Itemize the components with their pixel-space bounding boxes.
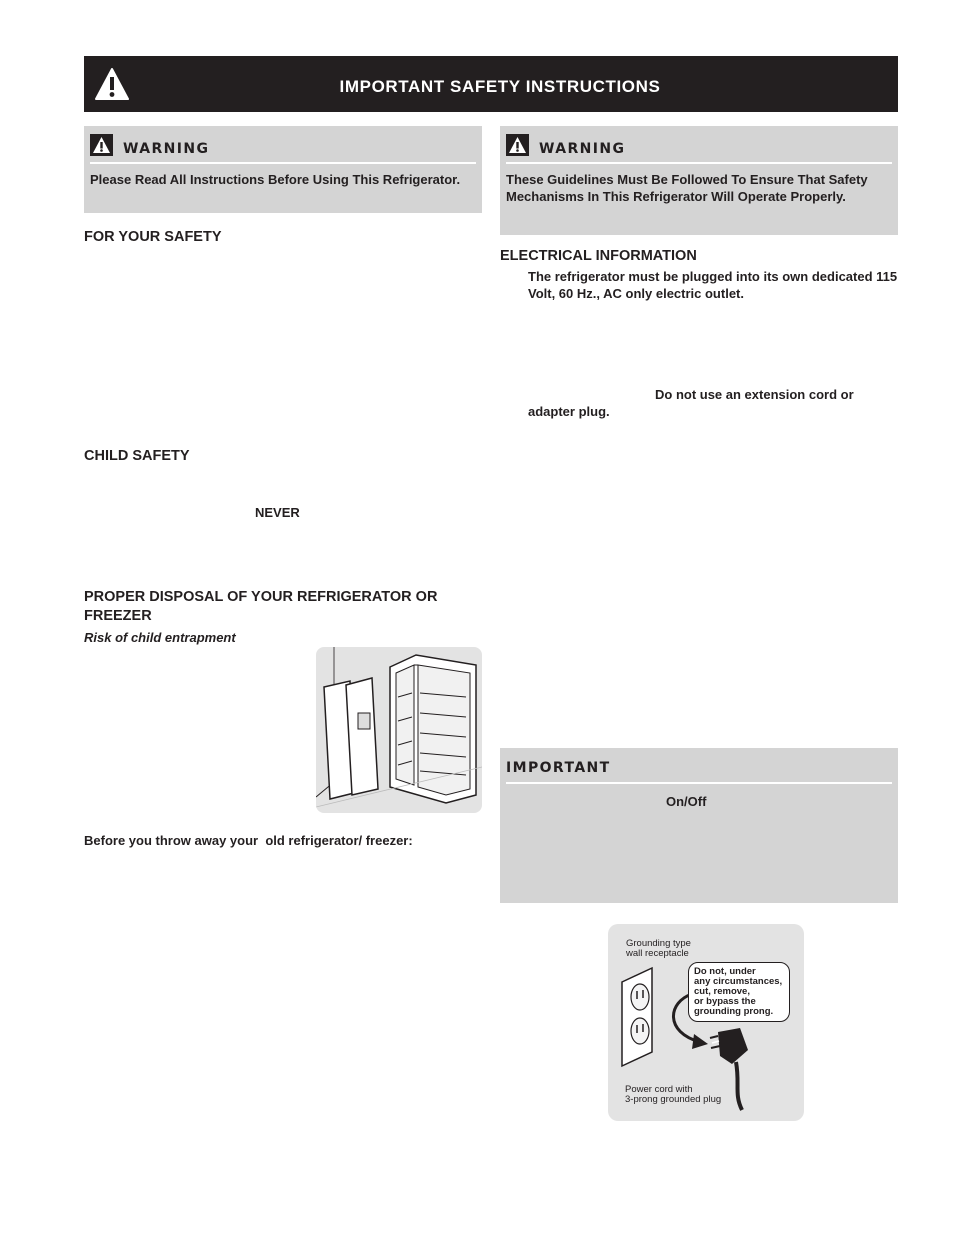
callout-line: any circumstances,: [694, 976, 783, 987]
adapter-plug-text: adapter plug.: [528, 404, 610, 419]
warning-label: WARNING: [123, 141, 210, 157]
safety-banner: [84, 56, 898, 112]
warning-label: WARNING: [539, 141, 626, 157]
power-cord-label: [625, 1085, 721, 1105]
important-box: [500, 748, 898, 903]
warning-icon: [506, 134, 529, 156]
power-cord-label-line: 3-prong grounded plug: [625, 1094, 722, 1105]
callout-line: cut, remove,: [694, 986, 750, 997]
refrigerator-doors-removed-illustration: [316, 647, 482, 813]
warning-header: [506, 134, 892, 164]
callout-line: or bypass the: [694, 996, 756, 1007]
warning-box-left: [84, 126, 482, 213]
for-your-safety-heading: FOR YOUR SAFETY: [84, 229, 222, 245]
electrical-information-heading: ELECTRICAL INFORMATION: [500, 248, 697, 264]
on-off-text: On/Off: [666, 794, 707, 809]
receptacle-label-line: Grounding type: [626, 938, 691, 949]
never-text: NEVER: [255, 505, 300, 520]
disposal-heading: PROPER DISPOSAL OF YOUR REFRIGERATOR OR FREEZER: [84, 589, 438, 624]
warning-text: These Guidelines Must Be Followed To Ensure That Safety Mechanisms In This Refrigerator Will Operate Properly.: [506, 172, 868, 204]
electrical-text: The refrigerator must be plugged into its own dedicated 115 Volt, 60 Hz., AC only electric outlet.: [528, 269, 898, 301]
receptacle-label-line: wall receptacle: [626, 948, 689, 959]
before-throw-away-text: Before you throw away your old refrigerator/ freezer:: [84, 833, 413, 848]
important-label: IMPORTANT: [506, 760, 611, 776]
do-not-remove-prong-callout: [688, 962, 790, 1022]
important-header: [506, 758, 892, 784]
warning-box-right: [500, 126, 898, 235]
warning-text: Please Read All Instructions Before Using This Refrigerator.: [90, 172, 461, 187]
warning-header: [90, 134, 476, 164]
callout-text: [694, 967, 786, 1017]
power-cord-label-line: Power cord with: [625, 1084, 693, 1095]
warning-icon: [90, 134, 113, 156]
extension-cord-warning: Do not use an extension cord or: [655, 387, 854, 402]
banner-title: IMPORTANT SAFETY INSTRUCTIONS: [339, 77, 661, 96]
callout-line: Do not, under: [694, 966, 756, 977]
risk-text: Risk of child entrapment: [84, 630, 236, 645]
callout-line: grounding prong.: [694, 1006, 774, 1017]
grounding-plug-figure: [608, 924, 804, 1121]
child-safety-heading: CHILD SAFETY: [84, 448, 190, 464]
